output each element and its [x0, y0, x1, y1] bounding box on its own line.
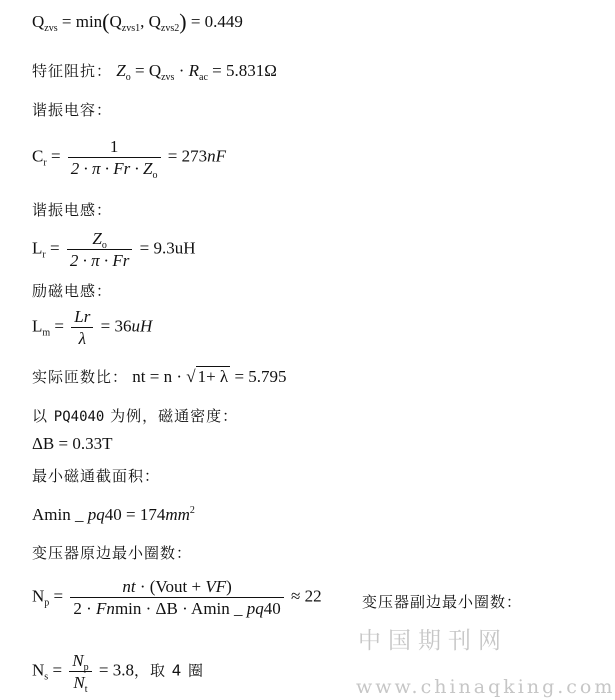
- secondary-denominator: [69, 671, 91, 693]
- magnetizing-equation: $L_m$ = $\frac{Lr}{\lambda}$ = 36uH: [32, 307, 153, 348]
- qzvs-subscript: zvs: [44, 23, 58, 34]
- turns-ratio-value: = 5.795: [234, 367, 287, 386]
- min-area-core: pq: [87, 505, 105, 524]
- capacitance-denominator: [68, 157, 161, 179]
- secondary-note: ，取 4 圈: [133, 661, 205, 680]
- secondary-den-text: N: [73, 673, 85, 692]
- secondary-value: = 3.8: [98, 660, 134, 680]
- magnetizing-num-text: Lr: [74, 307, 91, 326]
- turns-ratio-line: [32, 367, 287, 387]
- capacitance-fraction: [68, 136, 161, 179]
- magnetizing-subscript: m: [42, 327, 51, 339]
- secondary-subscript: s: [44, 671, 49, 683]
- capacitance-label: 谐振电容：: [32, 101, 113, 119]
- inductance-symbol: L: [32, 238, 43, 258]
- capacitance-equation: $C_r$ = $\frac{1}{2 \cdot \pi \cdot Fr \cdot Z_o}$ = 273nF: [32, 137, 226, 181]
- min-area-label: 最小磁通截面积：: [32, 467, 161, 485]
- primary-numerator: [70, 576, 283, 597]
- primary-value: ≈ 22: [291, 586, 322, 606]
- inductance-fraction: [67, 228, 133, 271]
- inductance-label: 谐振电感：: [32, 201, 113, 219]
- core-name: PQ4040: [53, 409, 105, 425]
- magnetizing-denominator: [71, 327, 93, 349]
- inductance-denominator: [67, 249, 133, 271]
- magnetizing-unit: uH: [131, 316, 153, 336]
- capacitance-numerator: 1: [109, 137, 119, 156]
- inductance-num-subscript: o: [101, 240, 107, 251]
- primary-num-nt: nt: [122, 577, 136, 596]
- primary-den-2: 2 ·: [73, 599, 97, 618]
- qzvs-value: 0.449: [204, 12, 243, 31]
- primary-turns-equation: $N_p$ = $\frac{\text{nt · (Vout + VF)}}{2 \cdot Fnmin \cdot \Delta B \cdot Amin \_ pq40}$ ≈ 22: [32, 577, 322, 618]
- magnetizing-label: 励磁电感：: [32, 282, 113, 300]
- inductance-value: 9.3uH: [153, 238, 196, 258]
- turns-ratio-label: 实际匝数比：: [32, 368, 129, 386]
- primary-den-fn: Fn: [96, 599, 115, 618]
- primary-den-40: 40: [263, 599, 281, 618]
- core-label-suffix: 为例，磁通密度：: [104, 407, 239, 425]
- min-area-unit-exponent: 2: [189, 505, 195, 516]
- impedance-line: 特征阻抗： $Z_o = Q_{zvs} \cdot R_{ac} = 5.831\Omega$: [32, 61, 277, 83]
- primary-num-close: ): [226, 577, 232, 596]
- inductance-subscript: r: [42, 249, 46, 261]
- primary-denominator: [70, 597, 283, 619]
- flux-density-equation: ΔB = 0.33T: [32, 434, 113, 453]
- secondary-num-text: N: [72, 651, 84, 670]
- min-function: min: [75, 12, 103, 31]
- impedance-label: 特征阻抗：: [32, 62, 113, 80]
- core-example-label: [32, 406, 238, 427]
- impedance-q-subscript: zvs: [161, 72, 175, 83]
- primary-num-vf: VF: [205, 577, 227, 596]
- min-area-core-num: 40: [104, 505, 122, 524]
- secondary-numerator: [69, 650, 91, 671]
- impedance-symbol: Z: [116, 61, 126, 80]
- magnetizing-symbol: L: [32, 316, 43, 336]
- impedance-value: 5.831Ω: [226, 61, 277, 80]
- min-area-value: 174: [139, 505, 166, 524]
- watermark-cn: 中国期刊网: [358, 628, 508, 654]
- inductance-equation: $L_r$ = $\frac{Z_o}{2 \cdot \pi \cdot Fr}$ = 9.3uH: [32, 229, 196, 270]
- capacitance-subscript: r: [43, 157, 47, 169]
- inductance-num-text: Z: [92, 229, 102, 248]
- inductance-den-text: 2 · π · Fr: [69, 251, 130, 270]
- capacitance-value: 273: [181, 146, 208, 166]
- secondary-turns-label: 变压器副边最小圈数：: [362, 593, 523, 611]
- min-area-equation: Amin _ $pq40 = 174mm^2$: [32, 505, 195, 524]
- turns-ratio-expression: nt = n ·: [132, 367, 182, 386]
- magnetizing-fraction: [71, 306, 93, 349]
- impedance-r-subscript: ac: [199, 72, 208, 83]
- primary-subscript: p: [44, 597, 50, 609]
- capacitance-symbol: C: [32, 146, 44, 166]
- primary-den-pq: pq: [246, 599, 264, 618]
- qzvs2-subscript: zvs2: [160, 23, 180, 34]
- magnetizing-den-text: λ: [78, 329, 86, 348]
- watermark-url: www.chinaqking.com: [356, 676, 615, 698]
- min-area-symbol: Amin _: [32, 505, 84, 524]
- secondary-den-subscript: t: [84, 684, 88, 695]
- primary-turns-label: 变压器原边最小圈数：: [32, 544, 193, 562]
- inductance-numerator: [67, 228, 133, 249]
- sqrt-symbol: √: [186, 367, 196, 386]
- capacitance-den-text: 2 · π · Fr · Z: [70, 159, 153, 178]
- secondary-turns-equation: $N_s$ = $\frac{N_p}{N_t}$ = 3.8，取 4 圈: [32, 651, 205, 695]
- secondary-symbol: N: [32, 660, 45, 680]
- secondary-fraction: [69, 650, 91, 693]
- magnetizing-numerator: [71, 306, 93, 327]
- core-label-prefix: 以: [32, 407, 54, 425]
- primary-den-min: min · ΔB · Amin _: [114, 599, 247, 618]
- primary-num-vout: · (Vout +: [135, 577, 206, 596]
- sqrt-content: 1+ λ: [197, 367, 229, 386]
- min-area-unit: mm: [165, 505, 190, 524]
- qzvs-symbol: Q: [32, 12, 45, 31]
- primary-fraction: [70, 576, 283, 619]
- magnetizing-value: 36: [114, 316, 132, 336]
- qzvs1-subscript: zvs1: [121, 23, 141, 34]
- impedance-subscript: o: [125, 72, 131, 83]
- capacitance-den-subscript: o: [152, 170, 158, 181]
- qzvs-equation: $Q_{zvs} = \min(Q_{zvs1}$, $Q_{zvs2}) = 0.449$: [32, 9, 243, 34]
- primary-symbol: N: [32, 586, 45, 606]
- secondary-num-subscript: p: [83, 662, 89, 673]
- impedance-r-symbol: R: [188, 61, 200, 80]
- capacitance-unit: nF: [207, 146, 226, 166]
